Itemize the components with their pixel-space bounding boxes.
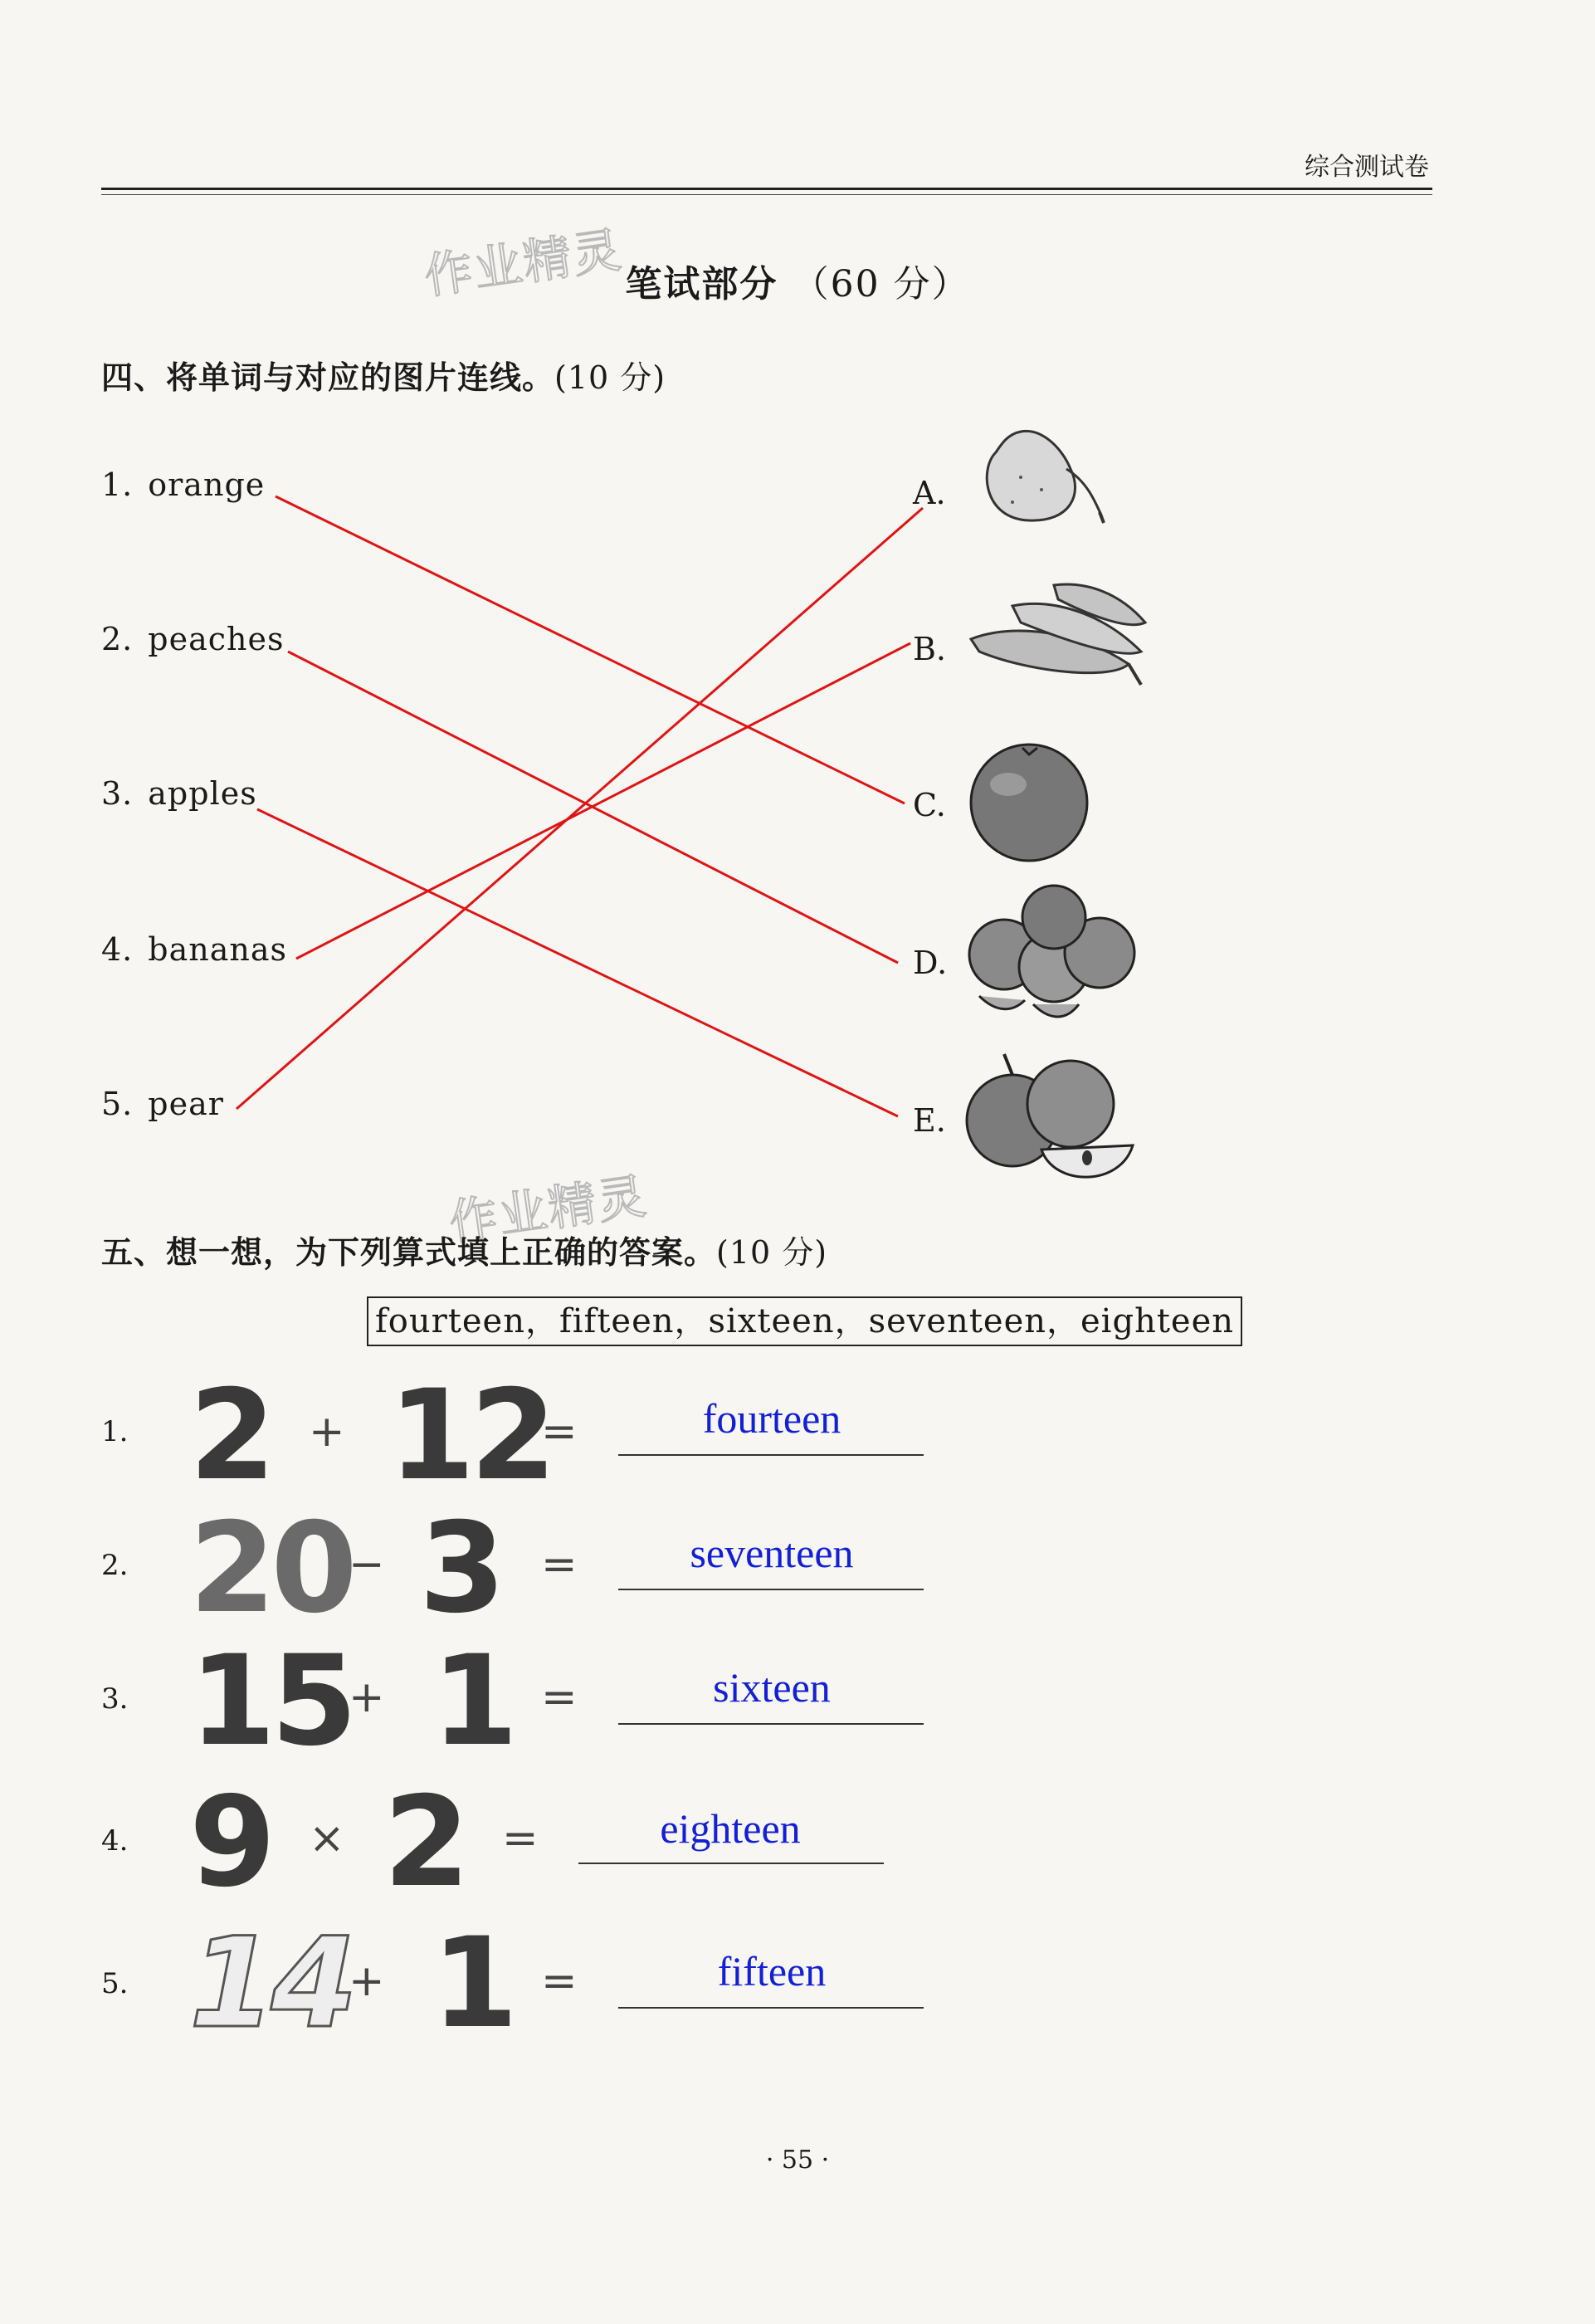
answer-line xyxy=(618,1589,924,1590)
equation-operand-a: 20 xyxy=(189,1496,353,1641)
equation-operand-b: 3 xyxy=(419,1496,501,1641)
section5-title-text: 五、想一想，为下列算式填上正确的答案。 xyxy=(101,1234,717,1271)
answer-1[interactable]: fourteen xyxy=(702,1395,841,1442)
equation-operand-b: 1 xyxy=(432,1629,514,1774)
picture-letter-e: E. xyxy=(913,1102,946,1139)
header-label: 综合测试卷 xyxy=(1305,153,1429,182)
page-title-text: 笔试部分 xyxy=(625,263,778,305)
match-line-orange-c xyxy=(276,496,905,803)
word-bank: fourteen，fifteen，sixteen，seventeen，eighteen xyxy=(367,1296,1242,1346)
page-title-points: （60 分） xyxy=(792,263,970,305)
answer-line xyxy=(618,1723,924,1725)
section4-points: (10 分) xyxy=(554,359,666,396)
match-line-bananas-b xyxy=(296,643,910,959)
word-apples: 3. apples xyxy=(101,775,257,812)
equation-number: 5. xyxy=(101,1967,129,2000)
equation-number: 3. xyxy=(101,1682,129,1716)
section4-title-text: 四、将单词与对应的图片连线。 xyxy=(101,359,555,396)
equation-operand-b: 2 xyxy=(383,1770,466,1915)
equation-operand-a: 14 xyxy=(189,1911,353,2056)
equation-operator: + xyxy=(349,1956,385,2006)
section5-title xyxy=(101,1227,827,1272)
word-pear: 5. pear xyxy=(101,1086,224,1122)
word-bananas: 4. bananas xyxy=(101,931,288,968)
equation-number: 4. xyxy=(101,1824,129,1858)
answer-4[interactable]: eighteen xyxy=(660,1805,801,1852)
answer-line xyxy=(578,1863,884,1864)
equation-operand-a: 2 xyxy=(189,1364,271,1508)
answer-5[interactable]: fifteen xyxy=(717,1948,827,1994)
equation-operator: − xyxy=(349,1540,385,1589)
match-line-pear-a xyxy=(237,508,923,1109)
equation-equals: = xyxy=(541,1956,578,2006)
word-orange: 1. orange xyxy=(101,466,266,503)
equation-operand-b: 1 xyxy=(432,1911,514,2056)
watermark: 作业精灵 xyxy=(446,1167,651,1252)
answer-line xyxy=(618,2007,924,2009)
picture-letter-b: B. xyxy=(913,631,947,667)
word-peaches: 2. peaches xyxy=(101,621,285,657)
answer-2[interactable]: seventeen xyxy=(690,1530,854,1576)
equation-equals: = xyxy=(541,1407,578,1457)
equation-operand-b: 12 xyxy=(388,1364,552,1508)
equation-number: 1. xyxy=(101,1415,129,1448)
answer-3[interactable]: sixteen xyxy=(713,1664,831,1711)
equation-equals: = xyxy=(502,1814,539,1863)
equation-operator: + xyxy=(309,1407,345,1457)
equation-number: 2. xyxy=(101,1549,129,1582)
answer-line xyxy=(618,1454,924,1456)
equation-operand-a: 15 xyxy=(189,1629,353,1774)
picture-letter-d: D. xyxy=(913,945,948,981)
equation-operator: + xyxy=(349,1672,385,1722)
section5-points: (10 分) xyxy=(716,1234,828,1271)
equation-operand-a: 9 xyxy=(189,1770,271,1915)
equation-equals: = xyxy=(541,1540,578,1589)
picture-letter-c: C. xyxy=(913,787,946,823)
page-number: · 55 · xyxy=(765,2146,830,2175)
equation-equals: = xyxy=(541,1672,578,1722)
match-line-apples-e xyxy=(257,809,898,1116)
watermark: 作业精灵 xyxy=(421,221,627,305)
picture-letter-a: A. xyxy=(913,475,946,511)
equation-operator: × xyxy=(309,1814,345,1863)
